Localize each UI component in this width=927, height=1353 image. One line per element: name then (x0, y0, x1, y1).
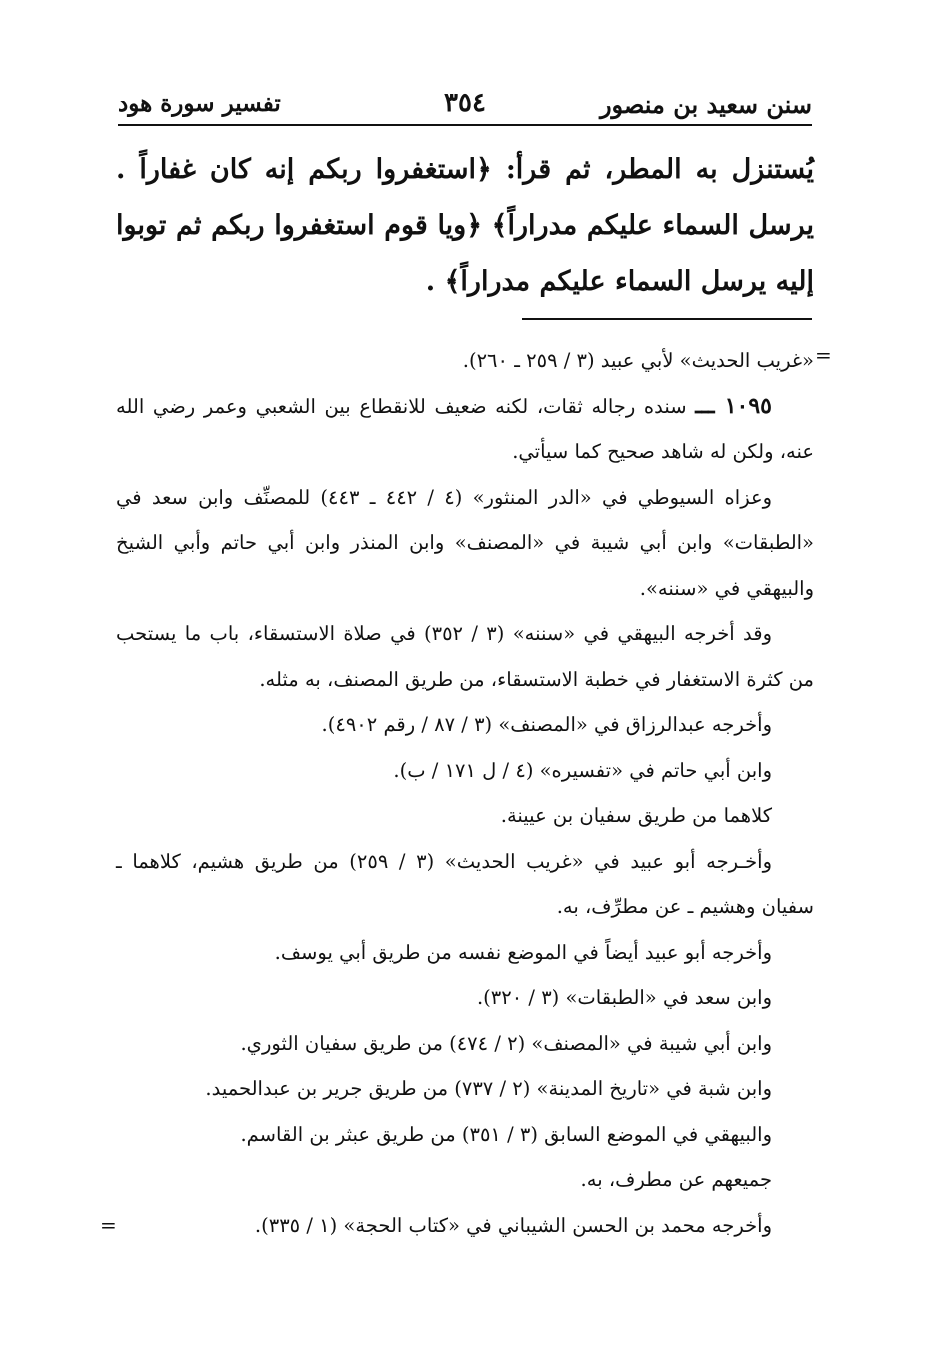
note-suyuti: وعزاه السيوطي في «الدر المنثور» (٤ / ٤٤٢ ـ ٤٤٣) للمصنِّف وابن سعد في «الطبقات» وابن أبي شيبة في «المصنف» وابن المنذر وابن أبي حاتم وأبي الشيخ والبيهقي في «سننه». (116, 485, 814, 600)
note-continued-line: «غريب الحديث» لأبي عبيد (٣ / ٢٥٩ ـ ٢٦٠). (462, 349, 814, 372)
continuation-mark-top: = (815, 343, 832, 367)
note-ibn-abi-shayba: وابن أبي شيبة في «المصنف» (٢ / ٤٧٤) من طريق سفيان الثوري. (240, 1031, 772, 1055)
note-bayhaqi: وقد أخرجه البيهقي في «سننه» (٣ / ٣٥٢) في صلاة الاستسقاء، باب ما يستحب من كثرة الاستغفار في خطبة الاستسقاء، من طريق المصنف، به مثله. (116, 622, 814, 691)
continuation-mark-bottom: = (100, 1213, 117, 1237)
note-all-mutarrif: جميعهم عن مطرف، به. (580, 1168, 772, 1191)
note-1095-text: سنده رجاله ثقات، لكنه ضعيف للانقطاع بين الشعبي وعمر رضي الله عنه، ولكن له شاهد صحيح كما سيأتي. (116, 394, 814, 463)
note-bayhaqi-2: والبيهقي في الموضع السابق (٣ / ٣٥١) من طريق عبثر بن القاسم. (240, 1122, 772, 1146)
header-rule (118, 124, 812, 126)
book-title: سنن سعيد بن منصور (599, 90, 812, 119)
note-ibn-shabba: وابن شبة في «تاريخ المدينة» (٢ / ٧٣٧) من طريق جرير بن عبدالحميد. (205, 1077, 772, 1100)
hadith-number: ١٠٩٥ ـــ (695, 392, 772, 419)
note-1095 (116, 384, 814, 475)
page-number: ٣٥٤ (444, 88, 486, 118)
footnote-separator (522, 318, 812, 320)
note-ibn-abi-hatim: وابن أبي حاتم في «تفسيره» (٤ / ل ١٧١ / ب). (393, 758, 772, 782)
note-abu-ubayd-2: وأخرجه أبو عبيد أيضاً في الموضع نفسه من طريق أبي يوسف. (274, 940, 772, 964)
note-abu-ubayd: وأخـرجه أبو عبيد في «غريب الحديث» (٣ / ٢٥٩) من طريق هشيم، كلاهما ـ سفيان وهشيم ـ عن مطرِّف، به. (116, 849, 814, 918)
note-both-sufyan: كلاهما من طريق سفيان بن عيينة. (500, 804, 772, 827)
note-ibn-saad: وابن سعد في «الطبقات» (٣ / ٣٢٠). (476, 986, 772, 1009)
note-abdurrazzaq: وأخرجه عبدالرزاق في «المصنف» (٣ / ٨٧ / رقم ٤٩٠٢). (321, 713, 772, 736)
section-title: تفسير سورة هود (118, 90, 281, 117)
note-shaybani: وأخرجه محمد بن الحسن الشيباني في «كتاب الحجة» (١ / ٣٣٥). (254, 1213, 772, 1237)
footnotes (116, 338, 814, 1248)
main-paragraph: يُستنزل به المطر، ثم قرأ: ﴿استغفروا ربكم إنه كان غفاراً . يرسل السماء عليكم مدراراً﴾ ﴿ويا قوم استغفروا ربكم ثم توبوا إليه يرسل السماء عليكم مدراراً﴾ . (116, 154, 814, 297)
running-header (118, 84, 812, 124)
main-text (116, 142, 814, 310)
